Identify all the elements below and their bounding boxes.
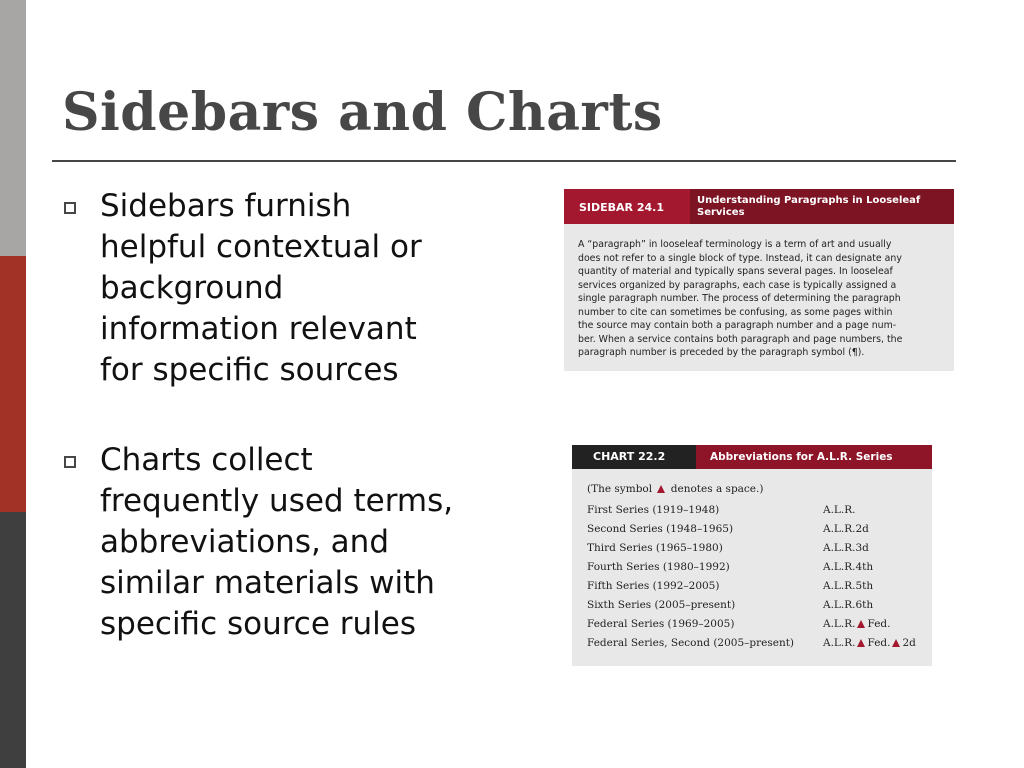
chart-row-series: Second Series (1948–1965) [587,523,734,535]
sidebar-header [564,189,954,224]
abbr-part: A.L.R. [823,618,856,630]
bullet-square-icon [64,456,76,468]
space-symbol-icon [892,639,900,647]
chart-row [587,523,922,542]
space-symbol-icon [857,620,865,628]
chart-row-abbr: A.L.R.6th [823,599,874,611]
chart-row-abbr [823,618,890,630]
side-accent-red [0,256,26,512]
side-accent-dark [0,512,26,768]
chart-row-abbr: A.L.R.2d [823,523,869,535]
chart-row-abbr [823,637,916,649]
chart-number: CHART 22.2 [572,445,696,469]
chart-row-abbr: A.L.R.5th [823,580,874,592]
sidebar-number: SIDEBAR 24.1 [564,189,690,224]
bullet-square-icon [64,202,76,214]
chart-row-series: Third Series (1965–1980) [587,542,723,554]
abbr-part: Fed. [867,637,891,649]
chart-row [587,580,922,599]
chart-row-series: Federal Series (1969–2005) [587,618,735,630]
chart-row [587,542,922,561]
chart-row [587,599,922,618]
abbr-part: Fed. [867,618,891,630]
sidebar-body-text: A “paragraph” in looseleaf terminology is a term of art and usually does not refer to a single block of type. Instead, it can designate any quantity of material and typically spans several pages. In looseleaf services organized by paragraphs, each case is typically assigned a single paragraph number. The process of determining the paragraph number to cite can sometimes be confusing, as some pages within the source may contain both a paragraph number and a page num- ber. When a service contains both paragraph and page numbers, the paragraph number is preceded by the paragraph symbol (¶). [578,239,903,358]
chart-note-before: (The symbol [587,483,653,495]
chart-row-abbr: A.L.R. [823,504,856,516]
chart-row [587,637,922,656]
side-accent-gray [0,0,26,256]
chart-row-series: Fifth Series (1992–2005) [587,580,720,592]
chart-row-series: First Series (1919–1948) [587,504,720,516]
chart-row-abbr: A.L.R.4th [823,561,874,573]
chart-row-series: Federal Series, Second (2005–present) [587,637,795,649]
chart-row-abbr: A.L.R.3d [823,542,869,554]
title-underline [52,160,956,162]
bullet-sidebars: Sidebars furnish helpful contextual or background information relevant for specific sources [100,188,422,388]
bullet-charts: Charts collect frequently used terms, abbreviations, and similar materials with specific source rules [100,442,454,642]
abbr-part: A.L.R. [823,637,856,649]
sidebar-heading: Understanding Paragraphs in Looseleaf Services [690,189,954,224]
chart-row-series: Sixth Series (2005–present) [587,599,736,611]
chart-note [587,483,763,495]
chart-row [587,561,922,580]
chart-row-series: Fourth Series (1980–1992) [587,561,730,573]
space-symbol-icon [657,485,665,493]
space-symbol-icon [857,639,865,647]
chart-example-image [572,445,932,666]
abbr-part: 2d [902,637,916,649]
chart-note-after: denotes a space.) [670,483,764,495]
slide-title: Sidebars and Charts [62,82,663,143]
chart-row [587,504,922,523]
chart-heading: Abbreviations for A.L.R. Series [696,445,932,469]
sidebar-example-image [564,189,954,371]
chart-row [587,618,922,637]
